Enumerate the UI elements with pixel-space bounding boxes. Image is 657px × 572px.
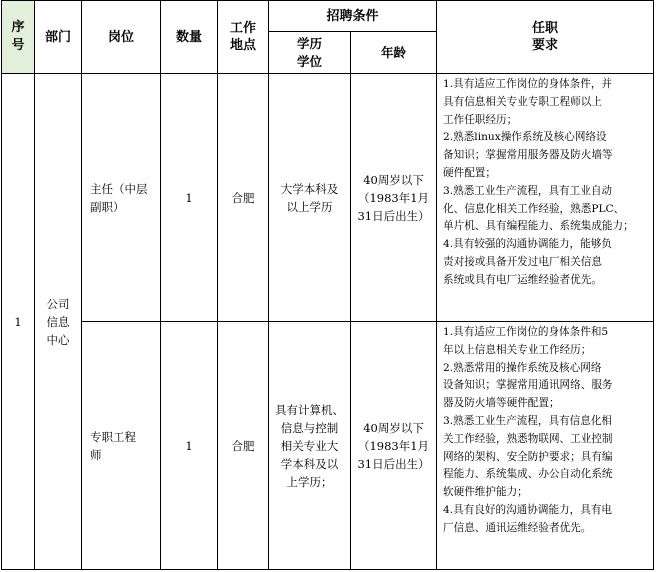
position-cell [82,322,161,570]
header-location-line1: 工作 [229,21,256,36]
requirement-line: 3.熟悉工业生产流程，具有工业自动 [443,184,613,197]
requirement-line: 网络的架构、安全防护要求；具有编 [443,450,613,463]
age-line: 31日后出生） [357,456,430,471]
requirement-line: 备知识；掌握常用服务器及防火墙等 [443,149,613,162]
requirement-line: 器及防火墙等硬件配置； [443,397,560,410]
header-education-line1: 学历 [296,35,322,51]
count-cell: 1 [161,74,218,322]
header-location-line2: 地点 [229,38,256,53]
requirement-line: 程能力、系统集成、办公自动化系统 [443,468,613,481]
age-cell [351,74,437,322]
location-cell: 合肥 [218,322,269,570]
count-cell: 1 [161,322,218,570]
recruitment-table [1,0,654,570]
education-line: 学本科及以 [280,456,339,471]
requirement-line: 4.具有良好的沟通协调能力，具有电 [443,503,613,516]
table-row [2,322,654,570]
header-education-line2: 学位 [296,53,322,69]
header-duties-line2: 要求 [532,38,559,53]
department-cell [35,74,82,570]
department-line: 信息 [46,314,70,329]
age-line: 40周岁以下 [363,172,424,187]
education-line: 信息与控制 [280,420,339,435]
header-duties-line1: 任职 [532,21,559,36]
requirement-line: 单片机、具有编程能力、系统集成能力； [443,220,634,233]
seq-cell: 1 [2,74,35,570]
requirement-line: 2.熟悉常用的操作系统及核心网络 [443,361,602,374]
location-cell: 合肥 [218,74,269,322]
requirement-line: 设备知识；掌握常用通讯网络、服务 [443,379,613,392]
requirement-line: 化、信息化相关工作经验，熟悉PLC、 [443,202,625,215]
header-position: 岗位 [82,1,161,74]
position-line: 副职） [90,199,125,214]
requirement-line: 1.具有适应工作岗位的身体条件和5 [443,326,609,338]
table-row [2,74,654,322]
education-line: 大学本科及 [280,181,339,196]
requirement-line: 系统或具有电厂运维经验者优先。 [443,273,602,286]
header-education [269,32,351,74]
department-line: 公司 [46,296,70,311]
requirement-line: 厂信息、通讯运维经验者优先。 [443,521,592,534]
age-line: 40周岁以下 [363,420,424,435]
header-count: 数量 [161,1,218,74]
age-line: 31日后出生） [357,208,430,223]
position-line: 主任（中层 [90,181,148,196]
header-duties [437,1,654,74]
requirement-line: 3.熟悉工业生产流程，具有信息化相 [443,414,613,427]
education-line: 相关专业大 [280,438,339,453]
header-seq-label: 序号 [11,20,25,53]
requirement-line: 责对接或具备开发过电厂相关信息 [443,255,602,268]
header-age: 年龄 [351,32,437,74]
requirement-line: 4.具有较强的沟通协调能力，能够负 [443,238,613,251]
age-line: （1983年1月 [357,190,430,205]
requirement-line: 具有信息相关专业专职工程师以上 [443,95,602,108]
position-line: 专职工程 [90,429,136,444]
requirements-cell [437,322,654,570]
header-location [218,1,269,74]
requirement-line: 1.具有适应工作岗位的身体条件，并 [443,78,613,90]
header-seq [2,1,35,74]
requirement-line: 关工作经验，熟悉物联网、工业控制 [443,432,613,445]
requirements-cell [437,74,654,322]
education-cell [269,74,351,322]
education-cell [269,322,351,570]
requirement-line: 年以上信息相关专业工作经历； [443,343,592,356]
position-cell [82,74,161,322]
requirement-line: 硬件配置； [443,166,496,179]
age-line: （1983年1月 [357,438,430,453]
education-line: 以上学历 [286,199,333,214]
position-line: 师 [90,447,102,462]
education-line: 具有计算机、 [275,402,344,417]
header-dept: 部门 [35,1,82,74]
requirement-line: 工作任职经历； [443,113,518,126]
header-conditions: 招聘条件 [269,1,437,32]
requirement-line: 2.熟悉linux操作系统及核心网络设 [443,131,607,144]
requirement-line: 软硬件维护能力； [443,486,528,499]
header-row-top [2,1,654,32]
department-line: 中心 [46,332,70,347]
education-line: 上学历； [286,474,333,489]
age-cell [351,322,437,570]
